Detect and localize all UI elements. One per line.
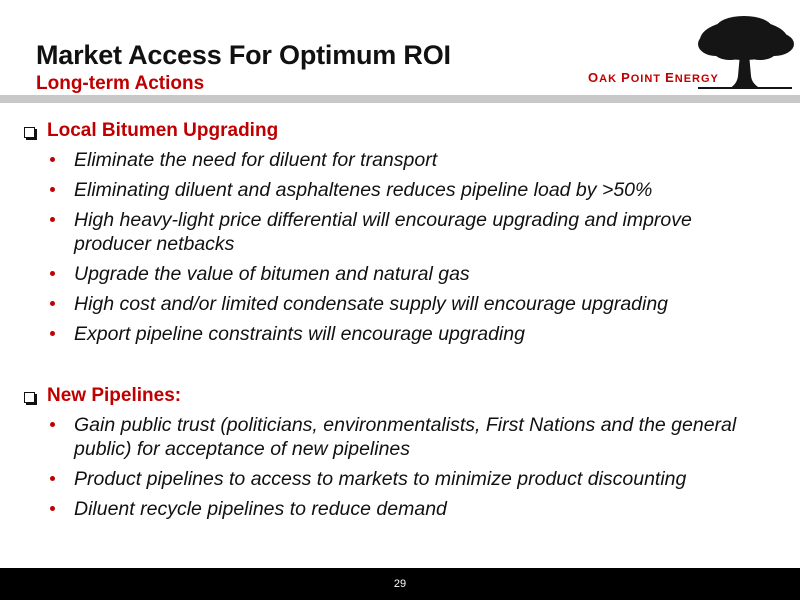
header-divider — [0, 95, 800, 103]
section-local-bitumen-upgrading — [24, 117, 774, 349]
bullet-icon — [50, 422, 55, 427]
bullet-icon — [50, 187, 55, 192]
checkbox-bullet-icon — [24, 392, 35, 403]
slide-footer — [0, 568, 800, 600]
list-item: Gain public trust (politicians, environmentalists, First Nations and the general public) for acceptance of new pipelines — [24, 410, 774, 464]
bullet-list — [24, 145, 774, 349]
list-item: High cost and/or limited condensate supply will encourage upgrading — [24, 289, 774, 319]
list-item: Eliminating diluent and asphaltenes reduces pipeline load by >50% — [24, 175, 774, 205]
list-item: Eliminate the need for diluent for transport — [24, 145, 774, 175]
bullet-icon — [50, 506, 55, 511]
slide-subtitle: Long-term Actions — [36, 73, 205, 94]
section-heading: Local Bitumen Upgrading — [24, 117, 774, 145]
oak-tree-icon — [694, 14, 796, 92]
bullet-icon — [50, 157, 55, 162]
list-item: Upgrade the value of bitumen and natural gas — [24, 259, 774, 289]
section-new-pipelines — [24, 382, 774, 524]
list-item: Product pipelines to access to markets to minimize product discounting — [24, 464, 774, 494]
company-logo-text: OAK POINT ENERGY — [588, 70, 719, 85]
list-item: Diluent recycle pipelines to reduce demand — [24, 494, 774, 524]
bullet-icon — [50, 331, 55, 336]
slide-header — [0, 0, 800, 95]
bullet-icon — [50, 271, 55, 276]
bullet-list — [24, 410, 774, 524]
list-item: High heavy-light price differential will encourage upgrading and improve producer netbacks — [24, 205, 774, 259]
bullet-icon — [50, 301, 55, 306]
checkbox-bullet-icon — [24, 127, 35, 138]
bullet-icon — [50, 476, 55, 481]
page-number: 29 — [393, 578, 407, 590]
section-heading: New Pipelines: — [24, 382, 774, 410]
bullet-icon — [50, 217, 55, 222]
slide-title: Market Access For Optimum ROI — [36, 40, 451, 70]
list-item: Export pipeline constraints will encourage upgrading — [24, 319, 774, 349]
